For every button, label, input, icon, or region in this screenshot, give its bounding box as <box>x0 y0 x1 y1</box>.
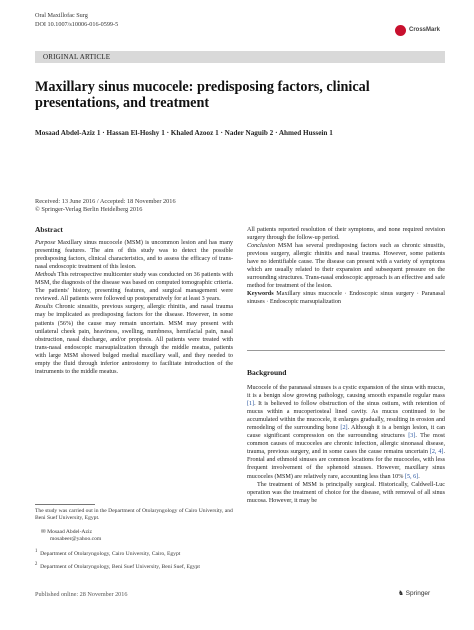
affiliation-2: $^2$ Department of Otolaryngology, Beni Suef University, Beni Suef, Egypt <box>35 562 200 570</box>
running-header <box>35 12 118 29</box>
keywords-label: Keywords <box>247 291 274 298</box>
background-para-2: The treatment of MSM is principally surgical. Historically, Caldwell-Luc operation was the treatment of choice for the disease, with removal of all sinus mucosa. However, it may be <box>247 481 445 504</box>
doi[interactable]: DOI 10.1007/s10006-016-0599-5 <box>35 20 119 28</box>
results-label: Results <box>35 304 53 311</box>
affiliation-1: $^1$ Department of Otolaryngology, Cairo University, Cairo, Egypt <box>35 549 181 557</box>
crossmark-label: CrossMark <box>409 27 441 33</box>
background-text <box>247 384 445 505</box>
conclusion-label: Conclusion <box>247 243 275 250</box>
publisher-logo: ♞ Springer <box>398 590 431 597</box>
copyright: © Springer-Verlag Berlin Heidelberg 2016 <box>35 206 143 214</box>
purpose-label: Purpose <box>35 240 56 247</box>
dates-block <box>35 198 295 214</box>
paper-title: Maxillary sinus mucocele: predisposing factors, clinical presentations, and treatment <box>35 79 370 111</box>
crossmark-icon <box>395 25 406 36</box>
author-list: Mosaad Abdel-Aziz 1 · Hassan El-Hoshy 1 · Khaled Azooz 1 · Nader Naguib 2 · Ahmed Hussein 1 <box>35 129 333 137</box>
abstract-heading: Abstract <box>35 225 63 234</box>
methods-text: This retrospective multicenter study was conducted on 36 patients with MSM, the diagnosis of the disease was based on computed tomographic criteria. The patients' history, presenting features, and surgical management were reviewed. All patients were followed up postoperatively for at least 3 years. <box>35 272 233 303</box>
keywords <box>247 290 445 306</box>
citation-link[interactable]: [5, 6] <box>404 473 419 480</box>
keywords-text: Maxillary sinus mucocele · Endoscopic sinus surgery · Paranasal sinuses · Endoscopic marsupialization <box>247 291 445 306</box>
background-heading: Background <box>247 368 287 377</box>
footnote-divider <box>35 504 95 505</box>
journal-name: Oral Maxillofac Surg <box>35 12 88 19</box>
abstract-methods <box>35 271 233 303</box>
corresponding-author <box>41 529 239 544</box>
received-accepted: Received: 13 June 2016 / Accepted: 18 November 2016 <box>35 198 176 205</box>
mail-icon: ✉ <box>41 529 46 535</box>
results-continued: All patients reported resolution of their symptoms, and none required revision surgery through the follow-up period. <box>247 227 445 242</box>
citation-link[interactable]: [2, 4] <box>429 449 444 456</box>
abstract-purpose <box>35 239 233 271</box>
conclusion-text: MSM has several predisposing factors such as chronic sinusitis, previous surgery, allergic rhinitis and nasal trauma. However, some patients have no identifiable cause. The disease can present with a variety of symptoms which are usually related to their expansion and subsequent pressure on the surrounding structures. Trans-nasal endoscopic approach is an effective and safe method for treatment of the lesion. <box>247 243 445 290</box>
abstract-conclusion <box>247 242 445 290</box>
purpose-text: Maxillary sinus mucocele (MSM) is uncommon lesion and has many presenting features. The aim of this study was to detect the possible predisposing factors, clinical characteristics, and to assess the efficacy of trans-nasal endoscopic treatment of this lesion. <box>35 240 233 271</box>
methods-label: Methods <box>35 272 57 279</box>
crossmark-badge[interactable] <box>395 25 445 37</box>
springer-icon: ♞ <box>398 590 404 597</box>
abstract <box>35 226 233 376</box>
abstract-results <box>35 303 233 375</box>
citation-link[interactable]: [3] <box>408 433 416 440</box>
corresponding-name: Mosaad Abdel-Aziz <box>47 529 92 535</box>
background-para-1: Mucocele of the paranasal sinuses is a cystic expansion of the sinus with mucus, it is a benign slow growing pathology, causing smooth expansile regular mass [1]. It is believed to follow obstruction of the sinus ostium, with retention of mucus within a mucoperiosteal lined cavity. As mucus continued to be accumulated within the mucocele, it enlarges gradually, resulting in erosion and remodeling of the surrounding bone [2]. Although it is a benign lesion, it can cause significant compression on the surrounding structures [3]. The most common causes of mucoceles are chronic infection, allergic sinonasal disease, trauma, previous surgery, and in some cases the cause remains uncertain [2, 4]. Frontal and ethmoid sinuses are common locations for the mucoceles, with less frequent involvement of the sphenoid sinuses. However, maxillary sinus mucoceles (MSM) are relatively rare, accounting less than 10% [5, 6]. <box>247 385 446 480</box>
article-type: ORIGINAL ARTICLE <box>43 53 111 61</box>
study-note: The study was carried out in the Department of Otolaryngology of Cairo University, and Beni Suef University, Egypt. <box>35 508 233 522</box>
citation-link[interactable]: [2] <box>340 425 348 432</box>
results-text: Chronic sinusitis, previous surgery, allergic rhinitis, and nasal trauma may be implicated as predisposing factors for the disease. However, in some patients (56%) the cause may remain uncertain. MSM may present with unilateral cheek pain, heaviness, swelling, numbness, hemifacial pain, nasal obstruction, nasal discharge, and/or proptosis. All patients were treated with trans-nasal endoscopic marsupialization through the middle meatus, patients with large MSM showed bulged medial maxillary wall, and they needed to empty the fluid through inferior antrostomy to facilitate introduction of the instruments to the middle meatus. <box>35 304 233 375</box>
section-divider <box>247 350 445 351</box>
abstract-continued <box>247 226 445 306</box>
citation-link[interactable]: [1] <box>247 401 255 408</box>
article-type-band <box>35 51 445 63</box>
corresponding-email[interactable]: mosabeer@yahoo.com <box>50 536 102 543</box>
published-online: Published online: 28 November 2016 <box>35 591 128 598</box>
